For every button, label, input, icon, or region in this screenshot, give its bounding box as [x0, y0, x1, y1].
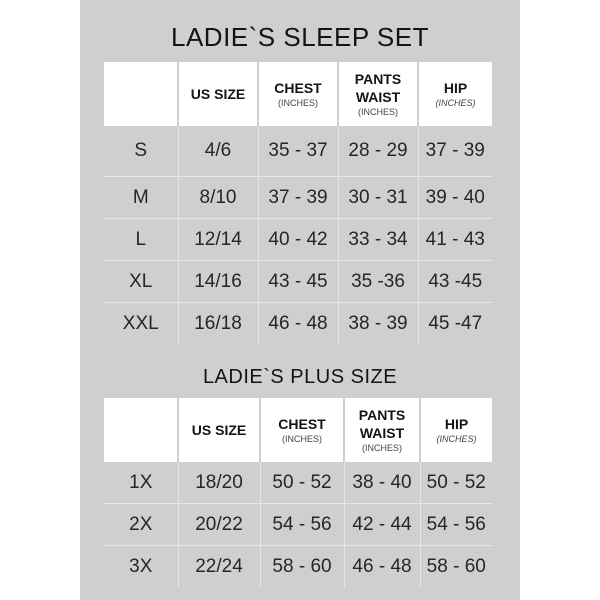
us-size-cell: 8/10	[178, 177, 258, 219]
header-us-size-label: US SIZE	[191, 422, 247, 438]
us-size-cell: 14/16	[178, 261, 258, 303]
pants-waist-cell: 38 - 40	[344, 462, 420, 504]
us-size-cell: 12/14	[178, 219, 258, 261]
size-label-cell: M	[104, 177, 178, 219]
header-hip-unit: (INCHES)	[435, 98, 476, 108]
us-size-cell: 22/24	[178, 546, 260, 588]
hip-cell: 41 - 43	[418, 219, 492, 261]
sleep-set-title: LADIE`S SLEEP SET	[170, 22, 429, 52]
plus-size-body	[104, 462, 492, 587]
chest-cell: 46 - 48	[258, 303, 338, 345]
header-blank	[104, 398, 178, 462]
header-pants-waist-label: PANTS	[358, 407, 406, 423]
pants-waist-cell: 38 - 39	[338, 303, 418, 345]
us-size-cell: 16/18	[178, 303, 258, 345]
header-us-size-label: US SIZE	[190, 86, 246, 102]
us-size-cell: 18/20	[178, 462, 260, 504]
header-chest-label: CHEST	[274, 80, 322, 96]
header-hip	[420, 398, 492, 462]
hip-cell: 39 - 40	[418, 177, 492, 219]
header-pants-waist-unit: (INCHES)	[358, 107, 398, 117]
hip-cell: 43 -45	[418, 261, 492, 303]
header-us-size	[178, 398, 260, 462]
table-row	[104, 261, 492, 303]
header-pants-waist-label: WAIST	[359, 425, 405, 441]
sleep-set-header-row	[104, 62, 492, 126]
header-hip-label: HIP	[443, 80, 468, 96]
plus-size-table	[104, 398, 492, 587]
pants-waist-cell: 42 - 44	[344, 504, 420, 546]
table-row	[104, 546, 492, 588]
size-label-cell: 3X	[104, 546, 178, 588]
header-chest	[260, 398, 344, 462]
chest-cell: 58 - 60	[260, 546, 344, 588]
table-row	[104, 504, 492, 546]
header-pants-waist-unit: (INCHES)	[362, 443, 402, 453]
pants-waist-cell: 35 -36	[338, 261, 418, 303]
chest-cell: 37 - 39	[258, 177, 338, 219]
size-label-cell: 1X	[104, 462, 178, 504]
header-pants-waist	[338, 62, 418, 126]
chest-cell: 43 - 45	[258, 261, 338, 303]
size-label-cell: L	[104, 219, 178, 261]
size-chart-panel	[80, 0, 520, 600]
us-size-cell: 4/6	[178, 126, 258, 177]
header-chest	[258, 62, 338, 126]
header-chest-label: CHEST	[278, 416, 326, 432]
header-pants-waist-label: WAIST	[355, 89, 401, 105]
sleep-set-body	[104, 126, 492, 344]
header-hip	[418, 62, 492, 126]
size-label-cell: 2X	[104, 504, 178, 546]
pants-waist-cell: 33 - 34	[338, 219, 418, 261]
hip-cell: 58 - 60	[420, 546, 492, 588]
table-row	[104, 462, 492, 504]
hip-cell: 54 - 56	[420, 504, 492, 546]
header-hip-label: HIP	[444, 416, 469, 432]
size-label-cell: S	[104, 126, 178, 177]
header-pants-waist	[344, 398, 420, 462]
header-chest-unit: (INCHES)	[278, 98, 318, 108]
header-hip-unit: (INCHES)	[436, 434, 477, 444]
hip-cell: 45 -47	[418, 303, 492, 345]
chest-cell: 54 - 56	[260, 504, 344, 546]
chest-cell: 50 - 52	[260, 462, 344, 504]
table-row	[104, 219, 492, 261]
header-blank	[104, 62, 178, 126]
chest-cell: 35 - 37	[258, 126, 338, 177]
table-row	[104, 177, 492, 219]
table-row	[104, 126, 492, 177]
us-size-cell: 20/22	[178, 504, 260, 546]
header-pants-waist-label: PANTS	[354, 71, 402, 87]
pants-waist-cell: 46 - 48	[344, 546, 420, 588]
size-label-cell: XXL	[104, 303, 178, 345]
hip-cell: 50 - 52	[426, 471, 486, 493]
sleep-set-table	[104, 62, 492, 344]
size-label-cell: XL	[104, 261, 178, 303]
plus-size-title: LADIE`S PLUS SIZE	[202, 366, 398, 388]
header-us-size	[178, 62, 258, 126]
header-chest-unit: (INCHES)	[282, 434, 322, 444]
hip-cell: 37 - 39	[425, 140, 485, 161]
table-row	[104, 303, 492, 345]
pants-waist-cell: 28 - 29	[338, 126, 418, 177]
pants-waist-cell: 30 - 31	[338, 177, 418, 219]
plus-size-header-row	[104, 398, 492, 462]
chest-cell: 40 - 42	[258, 219, 338, 261]
